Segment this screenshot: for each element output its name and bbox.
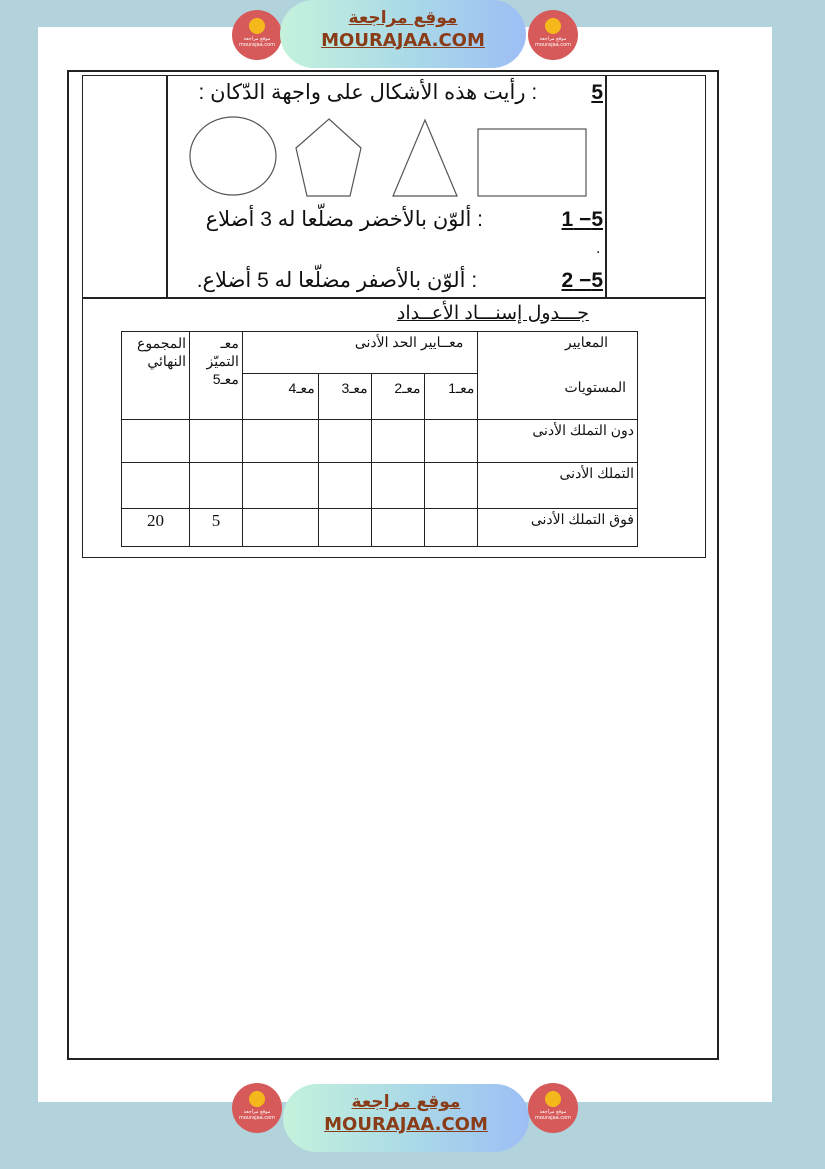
site-logo-right: موقع مراجعة mourajaa.com <box>528 10 578 60</box>
excellence-header: معـ التميّز معـ5 <box>189 332 242 420</box>
divider <box>605 75 607 297</box>
total-header: المجموع النهائي <box>122 332 190 420</box>
triangle-shape <box>393 120 457 196</box>
criterion-2-header: معـ2 <box>371 374 424 420</box>
site-logo-left-bottom: موقع مراجعة mourajaa.com <box>232 1083 282 1133</box>
criterion-3-header: معـ3 <box>318 374 371 420</box>
site-banner-top[interactable]: موقع مراجعة MOURAJAA.COM <box>280 0 526 68</box>
table-row: التملك الأدنى <box>122 463 638 509</box>
pentagon-shape <box>296 119 361 196</box>
site-banner-bottom[interactable]: موقع مراجعة MOURAJAA.COM <box>283 1084 529 1152</box>
exercise-intro: 5 : رأيت هذه الأشكال على واجهة الدّكان : <box>198 81 603 104</box>
circle-shape <box>190 117 276 195</box>
question-5-2: 5− 2 : ألوّن بالأصفر مضلّعا له 5 أضلاع. <box>196 269 603 292</box>
site-logo-right-bottom: موقع مراجعة mourajaa.com <box>528 1083 578 1133</box>
divider <box>82 297 706 299</box>
site-logo-left: موقع مراجعة mourajaa.com <box>232 10 282 60</box>
criteria-header: المعايير المستويات <box>478 332 638 420</box>
criterion-1-header: معـ1 <box>424 374 478 420</box>
table-row: دون التملك الأدنى <box>122 420 638 463</box>
question-5-1: 5− 1: ألوّن بالأخضر مضلّعا له 3 أضلاع <box>205 208 603 231</box>
min-criteria-header: معــايير الحد الأدنى <box>242 332 478 374</box>
grading-table <box>121 331 638 547</box>
rectangle-shape <box>478 129 586 196</box>
divider <box>166 75 168 297</box>
shapes-figure <box>185 115 595 200</box>
grading-table-title: جـــدول إسنـــاد الأعــداد <box>396 303 589 324</box>
dot: . <box>596 240 601 257</box>
criterion-4-header: معـ4 <box>242 374 318 420</box>
table-row: فوق التملك الأدنى 5 20 <box>122 509 638 547</box>
